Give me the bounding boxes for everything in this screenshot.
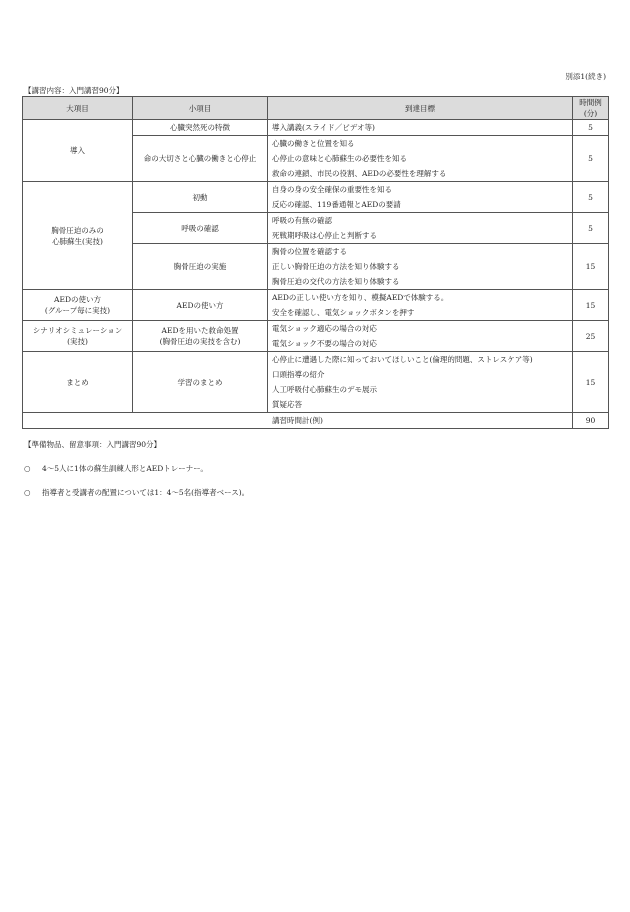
time-cell: 5 — [573, 136, 609, 182]
goal-cell — [268, 120, 573, 136]
goal-line: 正しい胸骨圧迫の方法を知り体験する — [272, 262, 400, 271]
header-time — [573, 97, 609, 120]
minor-cell: 呼吸の確認 — [133, 213, 268, 244]
header-time-line2: (分) — [583, 109, 598, 118]
goal-line: 呼吸の有無の確認 — [272, 216, 332, 225]
bullet-circle-icon: ○ — [24, 464, 31, 473]
minor-cell: AEDの使い方 — [133, 290, 268, 321]
major-scenario-line1: シナリオシミュレーション — [32, 326, 123, 335]
time-cell: 15 — [573, 352, 609, 413]
table-row — [23, 290, 609, 321]
goal-line: 心停止の意味と心肺蘇生の必要性を知る — [272, 154, 407, 163]
time-cell: 15 — [573, 290, 609, 321]
header-minor: 小項目 — [133, 97, 268, 120]
major-intro: 導入 — [23, 120, 133, 182]
goal-cell — [268, 321, 573, 352]
goal-line: 質疑応答 — [272, 400, 302, 409]
total-label: 講習時間計(例) — [23, 413, 573, 429]
goal-line: 反応の確認、119番通報とAEDの要請 — [272, 200, 401, 209]
goal-line: 人工呼吸付心肺蘇生のデモ展示 — [272, 385, 377, 394]
header-goal: 到達目標 — [268, 97, 573, 120]
header-major: 大項目 — [23, 97, 133, 120]
goal-line: 心停止に遭遇した際に知っておいてほしいこと(倫理的問題、ストレスケア等) — [272, 355, 533, 364]
list-item — [24, 463, 249, 474]
goal-cell — [268, 213, 573, 244]
minor-cell: 胸骨圧迫の実施 — [133, 244, 268, 290]
table-header-row — [23, 97, 609, 120]
major-summary: まとめ — [23, 352, 133, 413]
time-cell: 5 — [573, 213, 609, 244]
minor-cell: 心臓突然死の特徴 — [133, 120, 268, 136]
goal-cell — [268, 352, 573, 413]
header-time-line1: 時間例 — [579, 98, 602, 107]
goal-cell — [268, 136, 573, 182]
time-cell: 5 — [573, 182, 609, 213]
major-aed-line1: AEDの使い方 — [54, 295, 101, 304]
major-cpr-line2: 心肺蘇生(実技) — [52, 236, 103, 246]
table-row — [23, 352, 609, 413]
time-cell: 15 — [573, 244, 609, 290]
major-scenario-line2: (実技) — [67, 337, 88, 346]
table-row — [23, 321, 609, 352]
note-text: 指導者と受講者の配置については1：4～5名(指導者ベース)。 — [42, 488, 250, 497]
goal-line: 心臓の働きと位置を知る — [272, 139, 355, 148]
goal-line: 救命の連鎖、市民の役割、AEDの必要性を理解する — [272, 169, 447, 178]
table-row — [23, 182, 609, 213]
goal-line: 死戦期呼吸は心停止と判断する — [272, 231, 377, 240]
goal-line: 胸骨圧迫の交代の方法を知り体験する — [272, 277, 400, 286]
major-scenario — [23, 321, 133, 352]
minor-cell: 命の大切さと心臓の働きと心停止 — [133, 136, 268, 182]
goal-line: 導入講義(スライド／ビデオ等) — [272, 123, 375, 132]
total-row — [23, 413, 609, 429]
major-aed — [23, 290, 133, 321]
goal-line: 胸骨の位置を確認する — [272, 247, 347, 256]
goal-cell — [268, 182, 573, 213]
list-item — [24, 487, 249, 498]
major-cpr-line1: 胸骨圧迫のみの — [51, 225, 104, 235]
minor-scenario-line1: AEDを用いた救命処置 — [161, 326, 239, 335]
goal-line: AEDの正しい使い方を知り、模擬AEDで体験する。 — [272, 293, 449, 302]
goal-line: 電気ショック適応の場合の対応 — [272, 324, 377, 333]
total-time: 90 — [573, 413, 609, 429]
minor-scenario-line2: (胸骨圧迫の実技を含む) — [159, 337, 241, 346]
minor-cell: 初動 — [133, 182, 268, 213]
goal-line: 自身の身の安全確保の重要性を知る — [272, 185, 392, 194]
goal-line: 安全を確認し、電気ショックボタンを押す — [272, 308, 415, 317]
course-schedule-table — [22, 96, 609, 429]
table-caption: 【講習内容：入門講習90分】 — [24, 86, 124, 95]
notes-title: 【準備物品、留意事項：入門講習90分】 — [24, 440, 162, 449]
goal-cell — [268, 290, 573, 321]
note-text: 4～5人に1体の蘇生訓練人形とAEDトレーナー。 — [42, 464, 208, 473]
major-cpr — [23, 182, 133, 290]
goal-cell — [268, 244, 573, 290]
annex-label: 別添1(続き) — [565, 72, 606, 81]
table-row — [23, 120, 609, 136]
minor-cell: 学習のまとめ — [133, 352, 268, 413]
bullet-circle-icon: ○ — [24, 488, 31, 497]
notes-section — [24, 439, 249, 511]
goal-line: 電気ショック不要の場合の対応 — [272, 339, 377, 348]
major-aed-line2: (グループ毎に実技) — [44, 306, 111, 315]
time-cell: 25 — [573, 321, 609, 352]
goal-line: 口頭指導の紹介 — [272, 370, 325, 379]
minor-cell — [133, 321, 268, 352]
time-cell: 5 — [573, 120, 609, 136]
